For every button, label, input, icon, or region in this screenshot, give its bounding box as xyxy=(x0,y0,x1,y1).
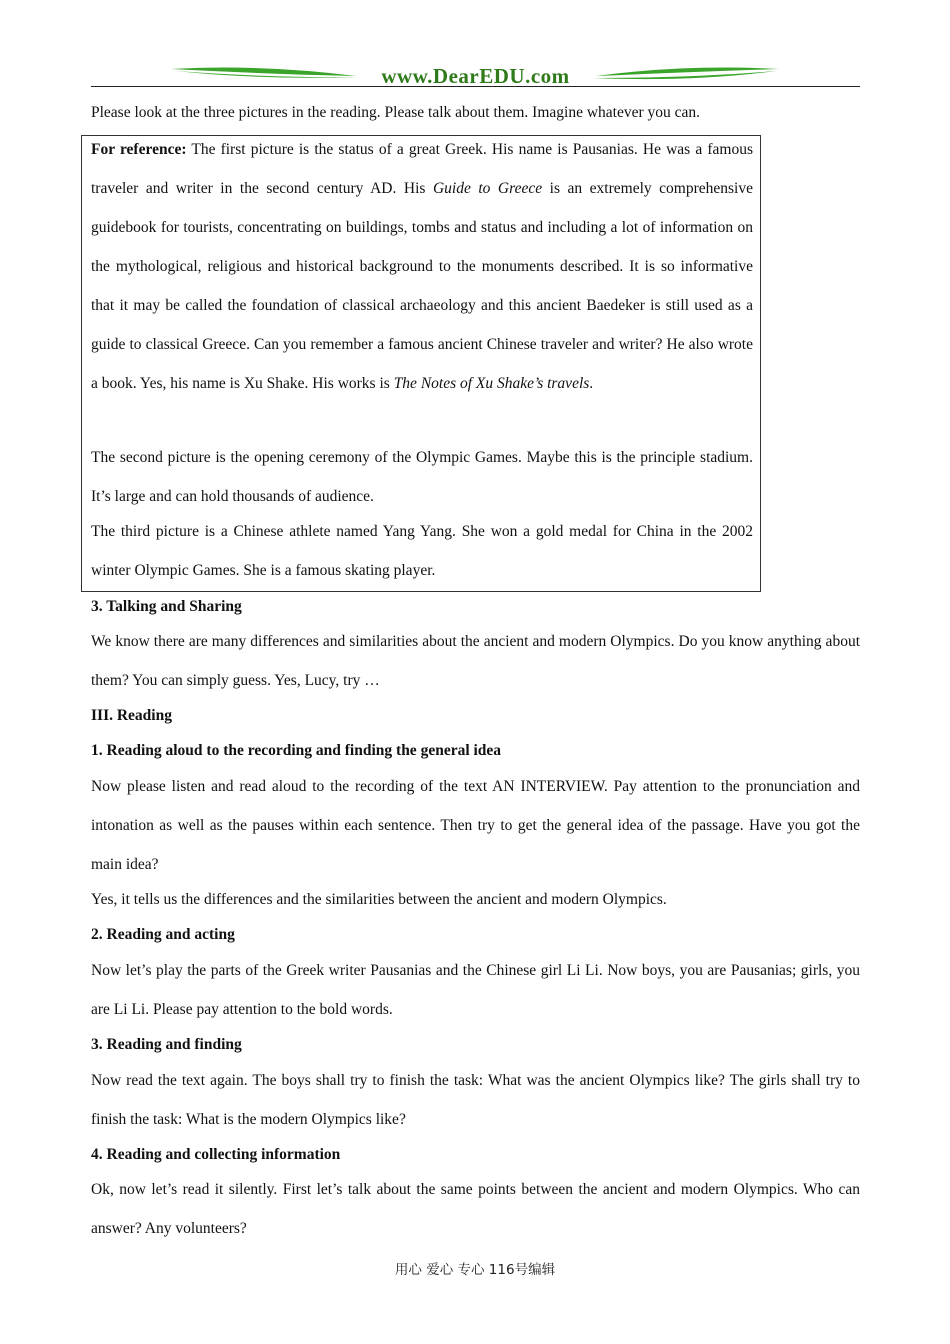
reference-text-b: is an extremely comprehensive guidebook for tourists, concentrating on buildings, tombs and status and including a lot of information on the mythological, religious and historical background to the monuments described. It is so informative that it may be called the foundation of classical archaeology and this ancient Baedeker is still used as a guide to classical Greece. Can you remember a famous ancient Chinese traveler and writer? He also wrote a book. Yes, his name is Xu Shake. His works is xyxy=(91,180,753,392)
reference-paragraph-1 xyxy=(91,130,753,403)
reading-2-heading: 2. Reading and acting xyxy=(91,926,235,943)
reading-heading: III. Reading xyxy=(91,707,172,724)
reading-1-answer: Yes, it tells us the differences and the similarities between the ancient and modern Olympics. xyxy=(91,891,667,908)
talking-heading: 3. Talking and Sharing xyxy=(91,598,242,615)
reference-text-a: The first picture is the status of a great Greek. His name is Pausanias. He was a famous traveler and writer in the second century AD. His xyxy=(91,141,753,197)
reference-label: For reference: xyxy=(91,141,187,158)
reference-paragraph-3: The third picture is a Chinese athlete named Yang Yang. She won a gold medal for China in the 2002 winter Olympic Games. She is a famous skating player. xyxy=(91,523,753,579)
reading-1-paragraph: Now please listen and read aloud to the recording of the text AN INTERVIEW. Pay attention to the pronunciation and intonation as well as the pauses within each sentence. Then try to get the general idea of the passage. Have you got the main idea? xyxy=(91,778,860,873)
reading-4-heading: 4. Reading and collecting information xyxy=(91,1146,341,1163)
reading-3-paragraph: Now read the text again. The boys shall try to finish the task: What was the ancient Olympics like? The girls shall try to finish the task: What is the modern Olympics like? xyxy=(91,1072,860,1128)
reading-1-heading: 1. Reading aloud to the recording and finding the general idea xyxy=(91,742,502,759)
reading-3-heading: 3. Reading and finding xyxy=(91,1036,242,1053)
page-footer: 用心 爱心 专心 116号编辑 xyxy=(394,1262,556,1278)
reference-box xyxy=(81,135,761,592)
site-logo-text: www.DearEDU.com xyxy=(381,64,570,88)
reading-2-paragraph: Now let’s play the parts of the Greek writer Pausanias and the Chinese girl Li Li. Now boys, you are Pausanias; girls, you are Li Li. Please pay attention to the bold words. xyxy=(91,962,860,1018)
intro-paragraph: Please look at the three pictures in the reading. Please talk about them. Imagine whatever you can. xyxy=(91,104,701,121)
reference-book-title: Guide to Greece xyxy=(432,180,543,197)
reading-4-paragraph: Ok, now let’s read it silently. First let’s talk about the same points between the ancient and modern Olympics. Who can answer? Any volunteers? xyxy=(91,1181,860,1237)
reference-text-end: . xyxy=(589,375,594,392)
reference-paragraph-2: The second picture is the opening ceremony of the Olympic Games. Maybe this is the principle stadium. It’s large and can hold thousands of audience. xyxy=(91,449,753,505)
talking-paragraph: We know there are many differences and similarities about the ancient and modern Olympics. Do you know anything about them? You can simply guess. Yes, Lucy, try … xyxy=(91,633,860,689)
header-divider xyxy=(91,86,860,87)
reference-works-title: The Notes of Xu Shake’s travels xyxy=(393,375,590,392)
